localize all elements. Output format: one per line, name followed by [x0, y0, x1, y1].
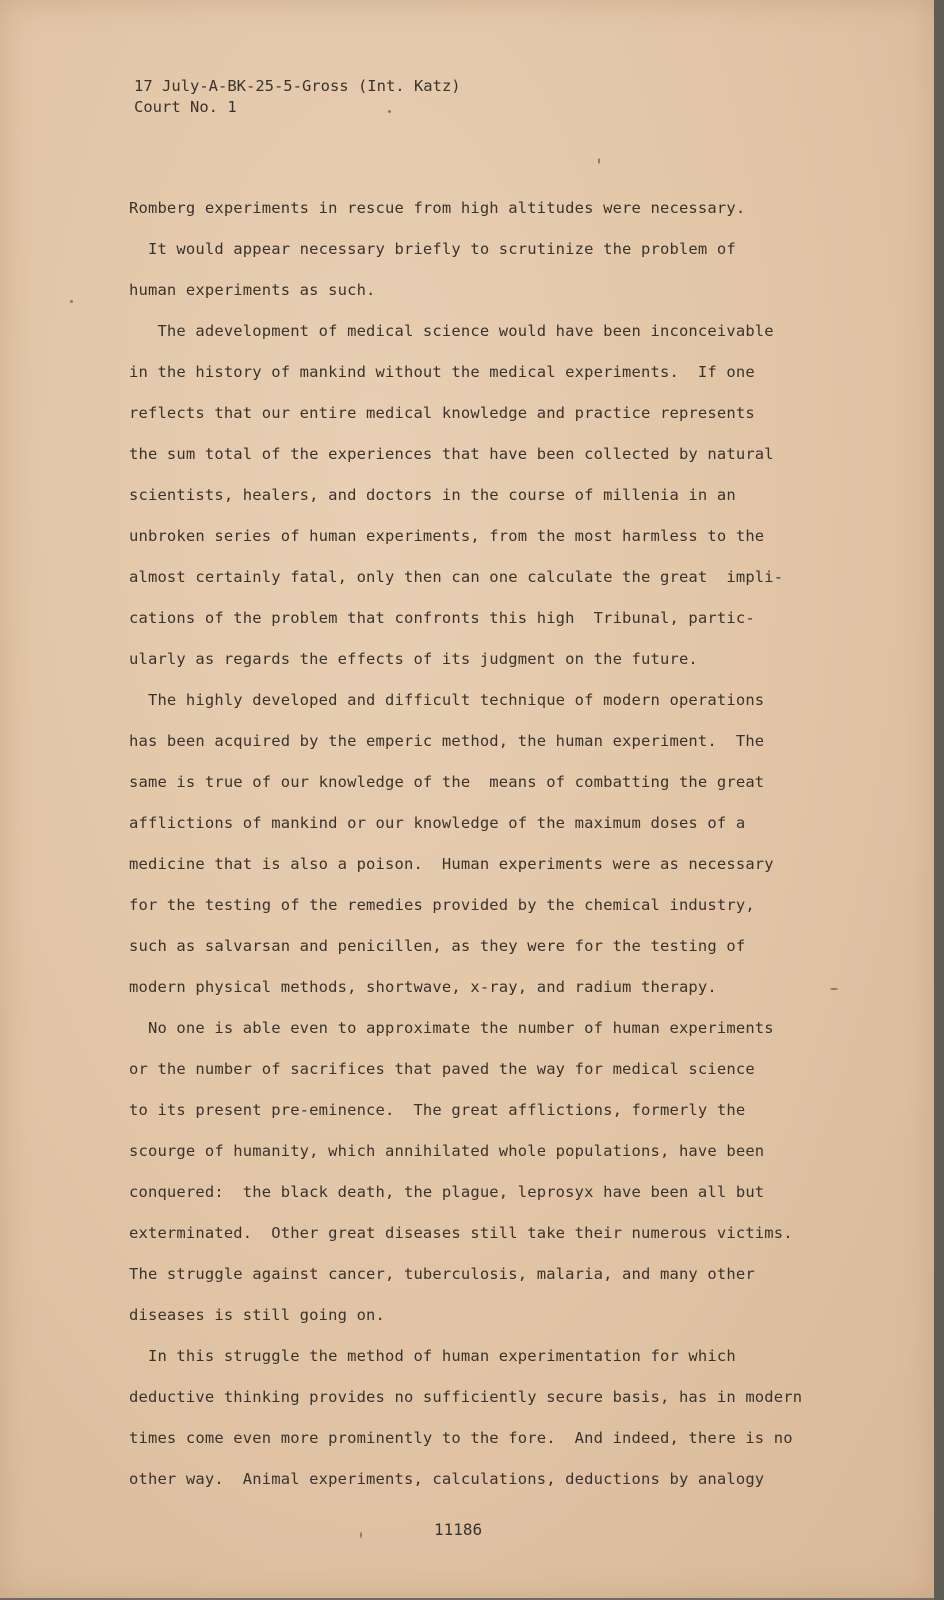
text-line: diseases is still going on.: [129, 1306, 386, 1324]
text-line: conquered: the black death, the plague, leprosyx have been all but: [129, 1183, 765, 1201]
header-court: Court No. 1: [134, 98, 237, 116]
text-line: deductive thinking provides no sufficiently secure basis, has in modern: [129, 1388, 803, 1406]
text-line: the sum total of the experiences that have been collected by natural: [129, 445, 774, 463]
text-line: afflictions of mankind or our knowledge of the maximum doses of a: [129, 814, 746, 832]
paper-speck: [360, 1532, 362, 1538]
text-line: medicine that is also a poison. Human experiments were as necessary: [129, 855, 774, 873]
paper-speck: [830, 988, 838, 990]
document-header: [134, 76, 461, 118]
text-line: Romberg experiments in rescue from high altitudes were necessary.: [129, 199, 746, 217]
body-text: [129, 197, 859, 1509]
text-line: The highly developed and difficult technique of modern operations: [129, 691, 765, 709]
text-line: modern physical methods, shortwave, x-ray, and radium therapy.: [129, 978, 717, 996]
text-line: for the testing of the remedies provided by the chemical industry,: [129, 896, 755, 914]
text-line: exterminated. Other great diseases still take their numerous victims.: [129, 1224, 793, 1242]
text-line: reflects that our entire medical knowledge and practice represents: [129, 404, 755, 422]
text-line: It would appear necessary briefly to scrutinize the problem of: [129, 240, 736, 258]
text-line: same is true of our knowledge of the means of combatting the great: [129, 773, 765, 791]
text-line: The struggle against cancer, tuberculosis, malaria, and many other: [129, 1265, 755, 1283]
text-line: The adevelopment of medical science would have been inconceivable: [129, 322, 774, 340]
text-line: in the history of mankind without the medical experiments. If one: [129, 363, 755, 381]
text-line: such as salvarsan and penicillen, as they were for the testing of: [129, 937, 746, 955]
scan-edge: [934, 0, 944, 1600]
text-line: times come even more prominently to the fore. And indeed, there is no: [129, 1429, 793, 1447]
header-reference: 17 July-A-BK-25-5-Gross (Int. Katz): [134, 77, 461, 95]
paper-speck: [388, 110, 391, 113]
text-line: scourge of humanity, which annihilated whole populations, have been: [129, 1142, 765, 1160]
text-line: human experiments as such.: [129, 281, 376, 299]
text-line: or the number of sacrifices that paved the way for medical science: [129, 1060, 755, 1078]
text-line: scientists, healers, and doctors in the course of millenia in an: [129, 486, 736, 504]
text-line: No one is able even to approximate the number of human experiments: [129, 1019, 774, 1037]
text-line: In this struggle the method of human experimentation for which: [129, 1347, 736, 1365]
text-line: to its present pre-eminence. The great afflictions, formerly the: [129, 1101, 746, 1119]
page-number: 11186: [434, 1520, 483, 1539]
text-line: cations of the problem that confronts this high Tribunal, partic-: [129, 609, 755, 627]
text-line: other way. Animal experiments, calculations, deductions by analogy: [129, 1470, 765, 1488]
paper-speck: [70, 300, 73, 303]
text-line: has been acquired by the emperic method, the human experiment. The: [129, 732, 765, 750]
text-line: unbroken series of human experiments, from the most harmless to the: [129, 527, 765, 545]
paper-speck: [598, 158, 600, 164]
text-line: almost certainly fatal, only then can one calculate the great impli-: [129, 568, 784, 586]
text-line: ularly as regards the effects of its judgment on the future.: [129, 650, 698, 668]
